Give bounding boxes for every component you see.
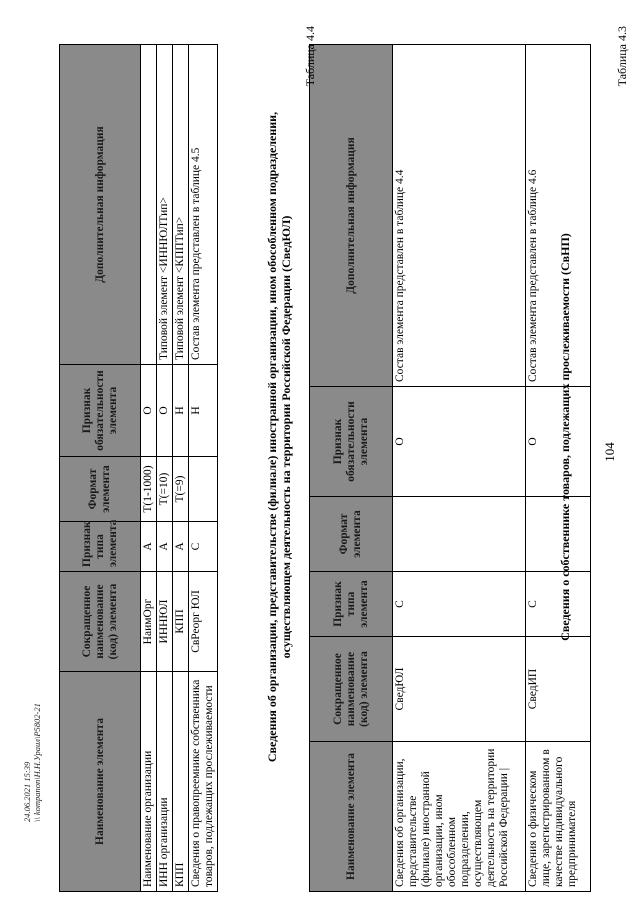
table-cell: Состав элемента представлен в таблице 4.5 xyxy=(189,45,218,365)
header-cell: Признак обязательности элемента xyxy=(310,387,393,497)
table-4-3-title: Сведения о собственнике товаров, подлежащих прослеживаемости (СвНП) xyxy=(558,233,572,641)
table-header-row xyxy=(60,45,141,892)
title-line: осуществляющем деятельность на территории Российской Федерации (СведЮЛ) xyxy=(279,215,293,659)
header-cell: Сокращенное наименование (код) элемента xyxy=(310,637,393,742)
table-cell: О xyxy=(141,365,157,457)
header-cell: Признак типа элемента xyxy=(310,572,393,637)
table-cell: Состав элемента представлен в таблице 4.4 xyxy=(393,45,526,387)
title-line: Сведения об организации, представительстве (филиале) иностранной организации, ином обособленном подразделении, xyxy=(265,111,279,763)
table-cell xyxy=(393,497,526,572)
table-cell: С xyxy=(393,572,526,637)
header-cell: Наименование элемента xyxy=(60,672,141,892)
header-cell: Формат элемента xyxy=(60,457,141,522)
table-cell: С xyxy=(526,572,591,637)
table-cell: Типовой элемент <КППТип> xyxy=(173,45,189,365)
table-row xyxy=(173,45,189,892)
header-cell: Формат элемента xyxy=(310,497,393,572)
rotated-page xyxy=(15,12,630,892)
table-cell: Сведения о физическом лице, зарегистрированном в качестве индивидуального предпринимателя xyxy=(526,742,591,892)
table-cell: ИНН организации xyxy=(157,672,173,892)
table-cell: Наименование организации xyxy=(141,672,157,892)
table-cell: T(1-1000) xyxy=(141,457,157,522)
table-4-4-title xyxy=(265,12,293,862)
table-4-4-caption: Таблица 4.4 xyxy=(303,26,317,87)
footer-path: \\ kompanon\Н.Н.Ураил\Р5802-21 xyxy=(32,703,42,822)
header-cell: Сокращенное наименование (код) элемента xyxy=(60,572,141,672)
header-cell: Дополнительная информация xyxy=(310,45,393,387)
table-row xyxy=(141,45,157,892)
table-row xyxy=(393,45,526,892)
table-cell: Сведения о правопреемнике собственника товаров, подлежащих прослеживаемости xyxy=(189,672,218,892)
table-4-3-caption: Таблица 4.3 xyxy=(615,26,629,87)
table-row xyxy=(526,45,591,892)
table-cell xyxy=(526,497,591,572)
table-cell: НаимОрг xyxy=(141,572,157,672)
table-cell: А xyxy=(173,522,189,572)
table-cell: Н xyxy=(189,365,218,457)
header-cell: Дополнительная информация xyxy=(60,45,141,365)
table-row xyxy=(189,45,218,892)
table-cell: Типовой элемент <ИННЮЛТип> xyxy=(157,45,173,365)
footer-date: 24.06.2021 15:39 xyxy=(22,761,32,822)
table-cell: О xyxy=(526,387,591,497)
table-cell: T(=10) xyxy=(157,457,173,522)
table-cell: КПП xyxy=(173,672,189,892)
table-cell: КПП xyxy=(173,572,189,672)
table-cell: А xyxy=(141,522,157,572)
table-cell: T(=9) xyxy=(173,457,189,522)
table-cell: С xyxy=(189,522,218,572)
table-4-3 xyxy=(309,44,591,892)
table-cell: Сведения об организации, представительстве (филиале) иностранной организации, ином обособленном подразделении, осуществляющем деятельность на территории Российской Федерации | xyxy=(393,742,526,892)
table-4-4 xyxy=(59,44,218,892)
header-cell: Наименование элемента xyxy=(310,742,393,892)
table-cell: ИННЮЛ xyxy=(157,572,173,672)
table-cell: О xyxy=(393,387,526,497)
table-cell: Н xyxy=(173,365,189,457)
header-cell: Признак типа элемента xyxy=(60,522,141,572)
page-number: 104 xyxy=(602,442,617,462)
table-header-row xyxy=(310,45,393,892)
table-cell: СвРеорг ЮЛ xyxy=(189,572,218,672)
table-cell: О xyxy=(157,365,173,457)
table-cell xyxy=(189,457,218,522)
table-row xyxy=(157,45,173,892)
table-cell: СведЮЛ xyxy=(393,637,526,742)
table-cell: А xyxy=(157,522,173,572)
table-cell: Состав элемента представлен в таблице 4.6 xyxy=(526,45,591,387)
header-cell: Признак обязательности элемента xyxy=(60,365,141,457)
table-cell xyxy=(141,45,157,365)
table-cell: СведИП xyxy=(526,637,591,742)
footer-stamp xyxy=(22,703,42,822)
